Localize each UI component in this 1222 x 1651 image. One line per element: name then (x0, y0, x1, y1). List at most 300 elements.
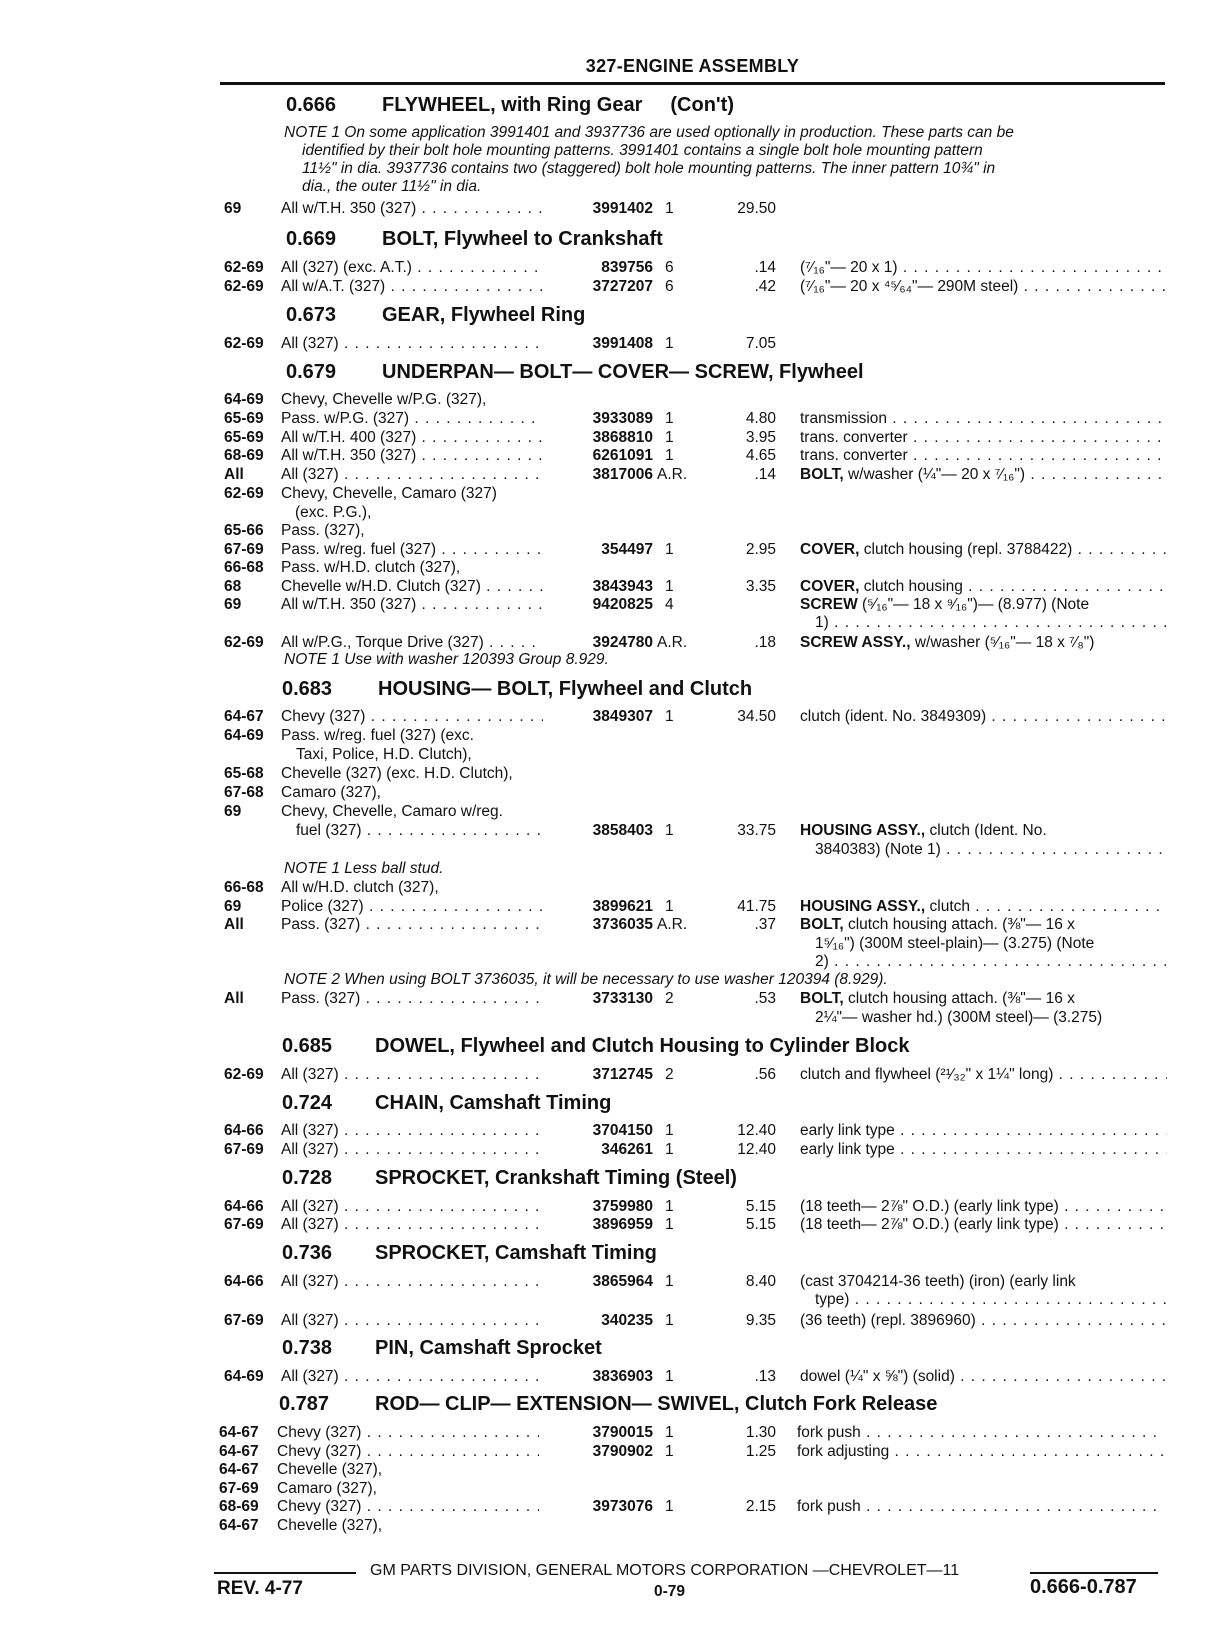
model-years: 64-66 (224, 1273, 264, 1290)
part-number: 3836903 (592, 1368, 653, 1385)
price: .14 (754, 259, 776, 276)
application: fuel (327) . . . (296, 821, 543, 840)
page-range: 0.666-0.787 (1030, 1576, 1137, 1598)
price: 12.40 (737, 1122, 776, 1139)
remarks (800, 465, 1167, 484)
table-row (0, 989, 1222, 1008)
table-row (0, 465, 1222, 484)
remarks: 2) . . . (815, 952, 1167, 971)
application: All (327) . . . (281, 1367, 543, 1386)
section-number: 0.728 (282, 1167, 333, 1189)
model-years: 64-69 (224, 1368, 264, 1385)
price: .56 (754, 1066, 776, 1083)
remarks: fork push . . . (797, 1423, 1164, 1442)
application: Chevy, Chevelle, Camaro w/reg. (281, 803, 503, 820)
model-years: 64-69 (224, 727, 264, 744)
section-heading (286, 361, 864, 384)
model-years: 67-69 (224, 1141, 264, 1158)
model-years: 62-69 (224, 634, 264, 651)
model-years: 68-69 (219, 1498, 259, 1515)
quantity: 1 (665, 1443, 674, 1460)
table-row (0, 595, 1222, 614)
remarks-keyword: BOLT, (800, 990, 844, 1007)
part-number: 3790902 (592, 1443, 653, 1460)
remarks-text: (⁵⁄₁₆"— 18 x ⁹⁄₁₆")— (8.977) (Note (862, 596, 1090, 613)
remarks: fork adjusting . . . (797, 1442, 1164, 1461)
application: (exc. P.G.), (295, 504, 372, 521)
part-number: 3790015 (592, 1424, 653, 1441)
section-heading (282, 1092, 611, 1115)
note-line: NOTE 1 Use with washer 120393 Group 8.929. (284, 651, 609, 668)
model-years: 64-67 (219, 1424, 259, 1441)
section-title: ROD— CLIP— EXTENSION— SWIVEL, Clutch Fork Release (375, 1393, 938, 1415)
part-number-value: 3817006 (592, 466, 653, 483)
quantity: 1 (665, 1122, 674, 1139)
section-number: 0.683 (282, 678, 333, 700)
revision-label: REV. 4-77 (217, 1578, 303, 1599)
application: Pass. w/H.D. clutch (327), (281, 559, 461, 576)
part-number: 3849307 (592, 708, 653, 725)
remarks-text: w/washer (¼"— 20 x ⁷⁄₁₆") (847, 466, 1026, 483)
price: 1.25 (745, 1443, 776, 1460)
application: Pass. w/reg. fuel (327) . . . (281, 540, 543, 559)
remarks-keyword: SCREW ASSY., (800, 634, 911, 651)
table-row (0, 764, 1222, 783)
model-years: 67-69 (219, 1480, 259, 1497)
application: All (327) . . . (281, 1215, 543, 1234)
model-years: 66-68 (224, 879, 264, 896)
application: Pass. (327) . . . (281, 989, 543, 1008)
price: .18 (754, 634, 776, 651)
table-row (0, 783, 1222, 802)
model-years: 69 (224, 898, 242, 915)
footer-rule-left (214, 1572, 356, 1574)
part-number: 3924780 (592, 634, 653, 651)
table-row (0, 1423, 1222, 1442)
remarks (800, 897, 1167, 916)
table-row (0, 558, 1222, 577)
model-years: 65-69 (224, 410, 264, 427)
model-years: 67-68 (224, 784, 264, 801)
table-row (0, 745, 1222, 764)
remarks: 2¼"— washer hd.) (300M steel)— (3.275) (815, 1009, 1103, 1026)
table-row (0, 484, 1222, 503)
model-years: 69 (224, 803, 242, 820)
remarks-keyword: HOUSING ASSY., (800, 822, 926, 839)
note-line: NOTE 1 Less ball stud. (284, 860, 444, 877)
remarks: (⁷⁄₁₆"— 20 x 1) . . . (800, 258, 1167, 277)
application: All w/A.T. (327) . . . (281, 277, 543, 296)
part-number: 3868810 (592, 429, 653, 446)
price: 5.15 (745, 1198, 776, 1215)
section-number: 0.738 (282, 1337, 333, 1359)
table-row (0, 633, 1222, 652)
quantity: 1 (665, 708, 674, 725)
section-title: SPROCKET, Camshaft Timing (375, 1242, 657, 1264)
table-row (0, 1367, 1222, 1386)
application: All (327) . . . (281, 334, 543, 353)
table-row (0, 934, 1222, 953)
remarks (800, 577, 1167, 596)
price: .13 (754, 1368, 776, 1385)
part-number: 3736035 (592, 916, 653, 933)
application: All w/T.H. 350 (327) . . . (281, 446, 543, 465)
remarks: fork push . . . (797, 1497, 1164, 1516)
note-line: NOTE 1 On some application 3991401 and 3937736 are used optionally in production. These parts can be (284, 124, 1014, 141)
remarks: (18 teeth— 2⅞" O.D.) (early link type) . . . (800, 1197, 1167, 1216)
table-row (0, 802, 1222, 821)
page-title: 327-ENGINE ASSEMBLY (220, 56, 1165, 85)
model-years: 64-69 (224, 391, 264, 408)
quantity: 1 (665, 898, 674, 915)
model-years: 67-69 (224, 541, 264, 558)
section-number: 0.666 (286, 94, 337, 116)
part-number (555, 465, 653, 484)
quantity: 1 (665, 410, 674, 427)
model-years: 65-66 (224, 522, 264, 539)
table-row (0, 521, 1222, 540)
price: 3.35 (745, 578, 776, 595)
remarks-text: clutch housing (repl. 3788422) (863, 541, 1073, 558)
part-number: 340235 (601, 1312, 653, 1329)
table-row (0, 540, 1222, 559)
remarks-keyword: HOUSING ASSY., (800, 898, 926, 915)
model-years: 62-69 (224, 335, 264, 352)
model-years: 62-69 (224, 278, 264, 295)
quantity: 6 (665, 259, 674, 276)
remarks: early link type . . . (800, 1121, 1167, 1140)
quantity: 1 (665, 541, 674, 558)
part-number: 3896959 (592, 1216, 653, 1233)
application: Chevy (327) . . . (277, 1497, 539, 1516)
section-number: 0.724 (282, 1092, 333, 1114)
remarks (800, 821, 1167, 840)
remarks-text: clutch housing attach. (⅜"— 16 x (847, 916, 1075, 933)
price: 41.75 (737, 898, 776, 915)
remarks: 1) . . . (815, 613, 1167, 632)
note-line: dia., the outer 11½" in dia. (302, 178, 482, 195)
application: All (327) . . . (281, 1121, 543, 1140)
model-years: 69 (224, 596, 242, 613)
remarks: early link type . . . (800, 1140, 1167, 1159)
table-row (0, 726, 1222, 745)
section-number: 0.673 (286, 304, 337, 326)
part-number: 6261091 (592, 447, 653, 464)
table-row (0, 258, 1222, 277)
application: All (327) . . . (281, 1065, 543, 1084)
table-row (0, 1140, 1222, 1159)
part-number: 3727207 (592, 278, 653, 295)
section-number: 0.669 (286, 228, 337, 250)
remarks-keyword: SCREW (800, 596, 858, 613)
table-row (0, 199, 1222, 218)
table-row (0, 390, 1222, 409)
quantity: 1 (665, 1216, 674, 1233)
table-row (0, 1121, 1222, 1140)
section-title: GEAR, Flywheel Ring (382, 304, 586, 326)
table-row (0, 821, 1222, 840)
part-number: 3991402 (592, 200, 653, 217)
remarks: trans. converter . . . (800, 428, 1167, 447)
section-title: HOUSING— BOLT, Flywheel and Clutch (378, 678, 753, 700)
quantity: 2 (665, 990, 674, 1007)
model-years: 62-69 (224, 1066, 264, 1083)
table-row (0, 334, 1222, 353)
part-number: 3712745 (592, 1066, 653, 1083)
application: All (327) . . . (281, 1311, 543, 1330)
model-years: 64-66 (224, 1198, 264, 1215)
table-row (0, 1442, 1222, 1461)
remarks-text: clutch housing attach. (⅜"— 16 x (847, 990, 1075, 1007)
price: 2.15 (745, 1498, 776, 1515)
application: Chevelle (327), (277, 1517, 383, 1534)
section-heading (282, 678, 752, 701)
remarks-keyword: COVER, (800, 578, 860, 595)
remarks: 1⁵⁄₁₆") (300M steel-plain)— (3.275) (Note (815, 935, 1095, 952)
section-number: 0.736 (282, 1242, 333, 1264)
table-row (0, 840, 1222, 859)
model-years: 68-69 (224, 447, 264, 464)
application: Chevy, Chevelle, Camaro (327) (281, 485, 497, 502)
table-row (0, 1460, 1222, 1479)
page-number: 0-79 (654, 1583, 686, 1600)
quantity: 6 (665, 278, 674, 295)
model-years: 67-69 (224, 1216, 264, 1233)
part-number: 346261 (601, 1141, 653, 1158)
quantity: 1 (665, 1273, 674, 1290)
price: .14 (754, 466, 776, 483)
remarks: clutch and flywheel (²¹⁄₃₂" x 1¼" long) . . . (800, 1065, 1167, 1084)
remarks: 3840383) (Note 1) . . . (815, 840, 1167, 859)
section-continued: (Con't) (670, 94, 735, 116)
table-row (0, 1008, 1222, 1027)
quantity-as-required: A.R. (657, 634, 688, 651)
price: 4.65 (745, 447, 776, 464)
section-number: 0.679 (286, 361, 337, 383)
application: All w/P.G., Torque Drive (327) . . . (281, 633, 543, 652)
application: All w/H.D. clutch (327), (281, 879, 439, 896)
table-row (0, 1290, 1222, 1309)
section-heading (282, 1167, 737, 1190)
price: 5.15 (745, 1216, 776, 1233)
model-years: 62-69 (224, 485, 264, 502)
remarks: (18 teeth— 2⅞" O.D.) (early link type) . . . (800, 1215, 1167, 1234)
part-number: 354497 (601, 541, 653, 558)
section-title: UNDERPAN— BOLT— COVER— SCREW, Flywheel (382, 361, 864, 383)
quantity: 1 (665, 200, 674, 217)
remarks-text: w/washer (⁵⁄₁₆"— 18 x ⁷⁄₈") (914, 634, 1095, 651)
remarks (800, 595, 1167, 614)
part-number: 3858403 (592, 822, 653, 839)
part-number: 839756 (601, 259, 653, 276)
application: Pass. (327), (281, 522, 365, 539)
application: All (327) . . . (281, 1197, 543, 1216)
note-line: identified by their bolt hole mounting patterns. 3991401 contains a single bolt hole mounting pattern (302, 142, 983, 159)
quantity: 1 (665, 1424, 674, 1441)
table-row (0, 446, 1222, 465)
part-number: 3991408 (592, 335, 653, 352)
price: 4.80 (745, 410, 776, 427)
part-number: 3704150 (592, 1122, 653, 1139)
application: All w/T.H. 350 (327) . . . (281, 199, 543, 218)
part-number: 3843943 (592, 578, 653, 595)
remarks: (cast 3704214-36 teeth) (iron) (early link (800, 1273, 1076, 1290)
table-row (0, 878, 1222, 897)
quantity: 4 (665, 596, 674, 613)
note-line: 11½" in dia. 3937736 contains two (staggered) bolt hole mounting patterns. The inner pattern 10¾" in (302, 160, 996, 177)
section-title: FLYWHEEL, with Ring Gear (382, 94, 643, 116)
model-years: 64-67 (219, 1443, 259, 1460)
application: All w/T.H. 400 (327) . . . (281, 428, 543, 447)
price: 33.75 (737, 822, 776, 839)
section-title: SPROCKET, Crankshaft Timing (Steel) (375, 1167, 737, 1189)
application: All (327) . . . (281, 465, 543, 484)
quantity: 1 (665, 822, 674, 839)
price: 3.95 (745, 429, 776, 446)
note-line: NOTE 2 When using BOLT 3736035, it will be necessary to use washer 120394 (8.929). (284, 971, 888, 988)
remarks (800, 989, 1167, 1008)
remarks-keyword: BOLT, (800, 916, 844, 933)
part-number: 9420825 (592, 596, 653, 613)
quantity: 1 (665, 1312, 674, 1329)
table-row (0, 1479, 1222, 1498)
remarks-keyword: BOLT, (800, 466, 844, 483)
remarks (800, 633, 1167, 652)
price: .37 (754, 916, 776, 933)
section-heading (286, 304, 585, 327)
quantity-as-required: A.R. (657, 916, 688, 933)
table-row (0, 897, 1222, 916)
model-years: 64-67 (219, 1461, 259, 1478)
remarks: transmission . . . (800, 409, 1167, 428)
footer-rule-right (1030, 1572, 1158, 1574)
application: Chevelle (327) (exc. H.D. Clutch), (281, 765, 513, 782)
table-row (0, 1065, 1222, 1084)
remarks-text: clutch (Ident. No. (929, 822, 1047, 839)
application: Pass. w/P.G. (327) . . . (281, 409, 543, 428)
section-number: 0.787 (279, 1393, 330, 1415)
price: .42 (754, 278, 776, 295)
table-row (0, 503, 1222, 522)
quantity: 1 (665, 1198, 674, 1215)
model-years: All (224, 916, 244, 933)
application: Chevy (327) . . . (281, 707, 543, 726)
quantity: 1 (665, 429, 674, 446)
part-number: 3933089 (592, 410, 653, 427)
remarks: dowel (¼" x ⅝") (solid) . . . (800, 1367, 1167, 1386)
application: Pass. (327) . . . (281, 915, 543, 934)
model-years: 64-67 (224, 708, 264, 725)
application: Camaro (327), (277, 1480, 377, 1497)
section-heading (282, 1242, 657, 1265)
table-row (0, 1197, 1222, 1216)
model-years: 69 (224, 200, 242, 217)
section-number: 0.685 (282, 1035, 333, 1057)
part-number: 3733130 (592, 990, 653, 1007)
section-heading (282, 1337, 602, 1360)
remarks (800, 915, 1167, 934)
remarks: type) . . . (815, 1290, 1167, 1309)
table-row (0, 409, 1222, 428)
price: 12.40 (737, 1141, 776, 1158)
note-block (284, 124, 1164, 196)
section-heading (279, 1393, 937, 1416)
section-heading (282, 1035, 909, 1058)
model-years: All (224, 990, 244, 1007)
section-heading (286, 94, 734, 117)
application: All w/T.H. 350 (327) . . . (281, 595, 543, 614)
application: All (327) . . . (281, 1140, 543, 1159)
application: Chevy (327) . . . (277, 1423, 539, 1442)
application: Camaro (327), (281, 784, 381, 801)
table-row (0, 277, 1222, 296)
quantity: 1 (665, 447, 674, 464)
remarks (800, 540, 1167, 559)
quantity: 1 (665, 1498, 674, 1515)
model-years: 65-69 (224, 429, 264, 446)
remarks: (⁷⁄₁₆"— 20 x ⁴⁵⁄₆₄"— 290M steel) . . . (800, 277, 1167, 296)
table-row (0, 707, 1222, 726)
price: 34.50 (737, 708, 776, 725)
remarks-text: clutch (929, 898, 970, 915)
quantity-as-required: A.R. (657, 466, 688, 483)
table-row (0, 1516, 1222, 1535)
price: 9.35 (745, 1312, 776, 1329)
model-years: 66-68 (224, 559, 264, 576)
part-number: 3973076 (592, 1498, 653, 1515)
table-row (0, 1272, 1222, 1291)
quantity: 1 (665, 1141, 674, 1158)
price: .53 (754, 990, 776, 1007)
price: 1.30 (745, 1424, 776, 1441)
table-row (0, 1311, 1222, 1330)
application: Pass. w/reg. fuel (327) (exc. (281, 727, 474, 744)
table-row (0, 1215, 1222, 1234)
remarks: clutch (ident. No. 3849309) . . . (800, 707, 1167, 726)
model-years: 64-66 (224, 1122, 264, 1139)
application: Chevelle w/H.D. Clutch (327) . . . (281, 577, 543, 596)
footer-division: GM PARTS DIVISION, GENERAL MOTORS CORPORATION —CHEVROLET—11 (370, 1562, 960, 1579)
application: Chevy, Chevelle w/P.G. (327), (281, 391, 487, 408)
price: 29.50 (737, 200, 776, 217)
application: Taxi, Police, H.D. Clutch), (296, 746, 472, 763)
note-block (284, 860, 1164, 878)
section-title: BOLT, Flywheel to Crankshaft (382, 228, 663, 250)
application: All (327) (exc. A.T.) . . . (281, 258, 543, 277)
table-row (0, 915, 1222, 934)
table-row (0, 1497, 1222, 1516)
table-row (0, 428, 1222, 447)
model-years: 68 (224, 578, 242, 595)
model-years: 64-67 (219, 1517, 259, 1534)
table-row (0, 577, 1222, 596)
note-block (284, 971, 1164, 989)
application: All (327) . . . (281, 1272, 543, 1291)
model-years: 62-69 (224, 259, 264, 276)
price: 7.05 (745, 335, 776, 352)
section-heading (286, 228, 663, 251)
section-title: CHAIN, Camshaft Timing (375, 1092, 612, 1114)
part-number: 3865964 (592, 1273, 653, 1290)
section-title: DOWEL, Flywheel and Clutch Housing to Cylinder Block (375, 1035, 910, 1057)
table-row (0, 952, 1222, 971)
section-title: PIN, Camshaft Sprocket (375, 1337, 602, 1359)
application: Chevelle (327), (277, 1461, 383, 1478)
application: Police (327) . . . (281, 897, 543, 916)
part-number: 3899621 (592, 898, 653, 915)
quantity: 2 (665, 1066, 674, 1083)
price: 2.95 (745, 541, 776, 558)
